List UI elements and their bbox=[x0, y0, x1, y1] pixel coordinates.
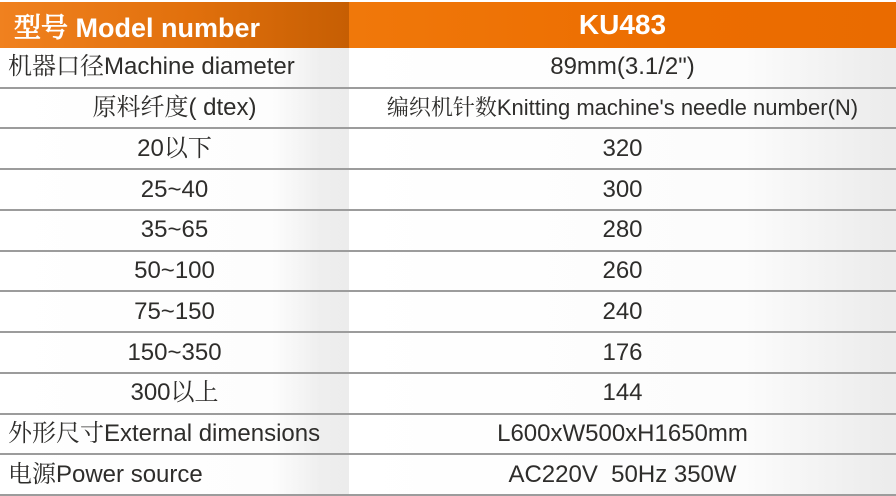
table-row-fineness-header bbox=[0, 89, 896, 130]
table-row-dtex-20 bbox=[0, 129, 896, 170]
spec-value: L600xW500xH1650mm bbox=[349, 415, 896, 454]
spec-value: AC220V 50Hz 350W bbox=[349, 455, 896, 494]
table-row-external-dimensions bbox=[0, 415, 896, 456]
header-model-label: 型号 Model number bbox=[0, 2, 349, 48]
table-row-machine-diameter bbox=[0, 48, 896, 89]
table-row-dtex-50-100 bbox=[0, 252, 896, 293]
spec-label: 50~100 bbox=[0, 252, 349, 291]
table-header-row bbox=[0, 0, 896, 48]
spec-value: 编织机针数Knitting machine's needle number(N) bbox=[349, 89, 896, 128]
header-model-value: KU483 bbox=[349, 2, 896, 48]
spec-label: 300以上 bbox=[0, 374, 349, 413]
spec-value: 320 bbox=[349, 129, 896, 168]
table-row-dtex-75-150 bbox=[0, 292, 896, 333]
spec-value: 89mm(3.1/2") bbox=[349, 48, 896, 87]
spec-label: 25~40 bbox=[0, 170, 349, 209]
table-row-dtex-300plus bbox=[0, 374, 896, 415]
spec-label: 150~350 bbox=[0, 333, 349, 372]
spec-value: 280 bbox=[349, 211, 896, 250]
spec-value: 144 bbox=[349, 374, 896, 413]
spec-label: 机器口径Machine diameter bbox=[0, 48, 349, 87]
table-row-dtex-150-350 bbox=[0, 333, 896, 374]
spec-value: 260 bbox=[349, 252, 896, 291]
table-row-dtex-35-65 bbox=[0, 211, 896, 252]
table-body bbox=[0, 48, 896, 496]
spec-label: 原料纤度( dtex) bbox=[0, 89, 349, 128]
table-row-power-source bbox=[0, 455, 896, 496]
spec-value: 300 bbox=[349, 170, 896, 209]
spec-value: 176 bbox=[349, 333, 896, 372]
spec-label: 75~150 bbox=[0, 292, 349, 331]
spec-label: 20以下 bbox=[0, 129, 349, 168]
spec-label: 外形尺寸External dimensions bbox=[0, 415, 349, 454]
spec-label: 35~65 bbox=[0, 211, 349, 250]
spec-label: 电源Power source bbox=[0, 455, 349, 494]
table-row-dtex-25-40 bbox=[0, 170, 896, 211]
spec-value: 240 bbox=[349, 292, 896, 331]
